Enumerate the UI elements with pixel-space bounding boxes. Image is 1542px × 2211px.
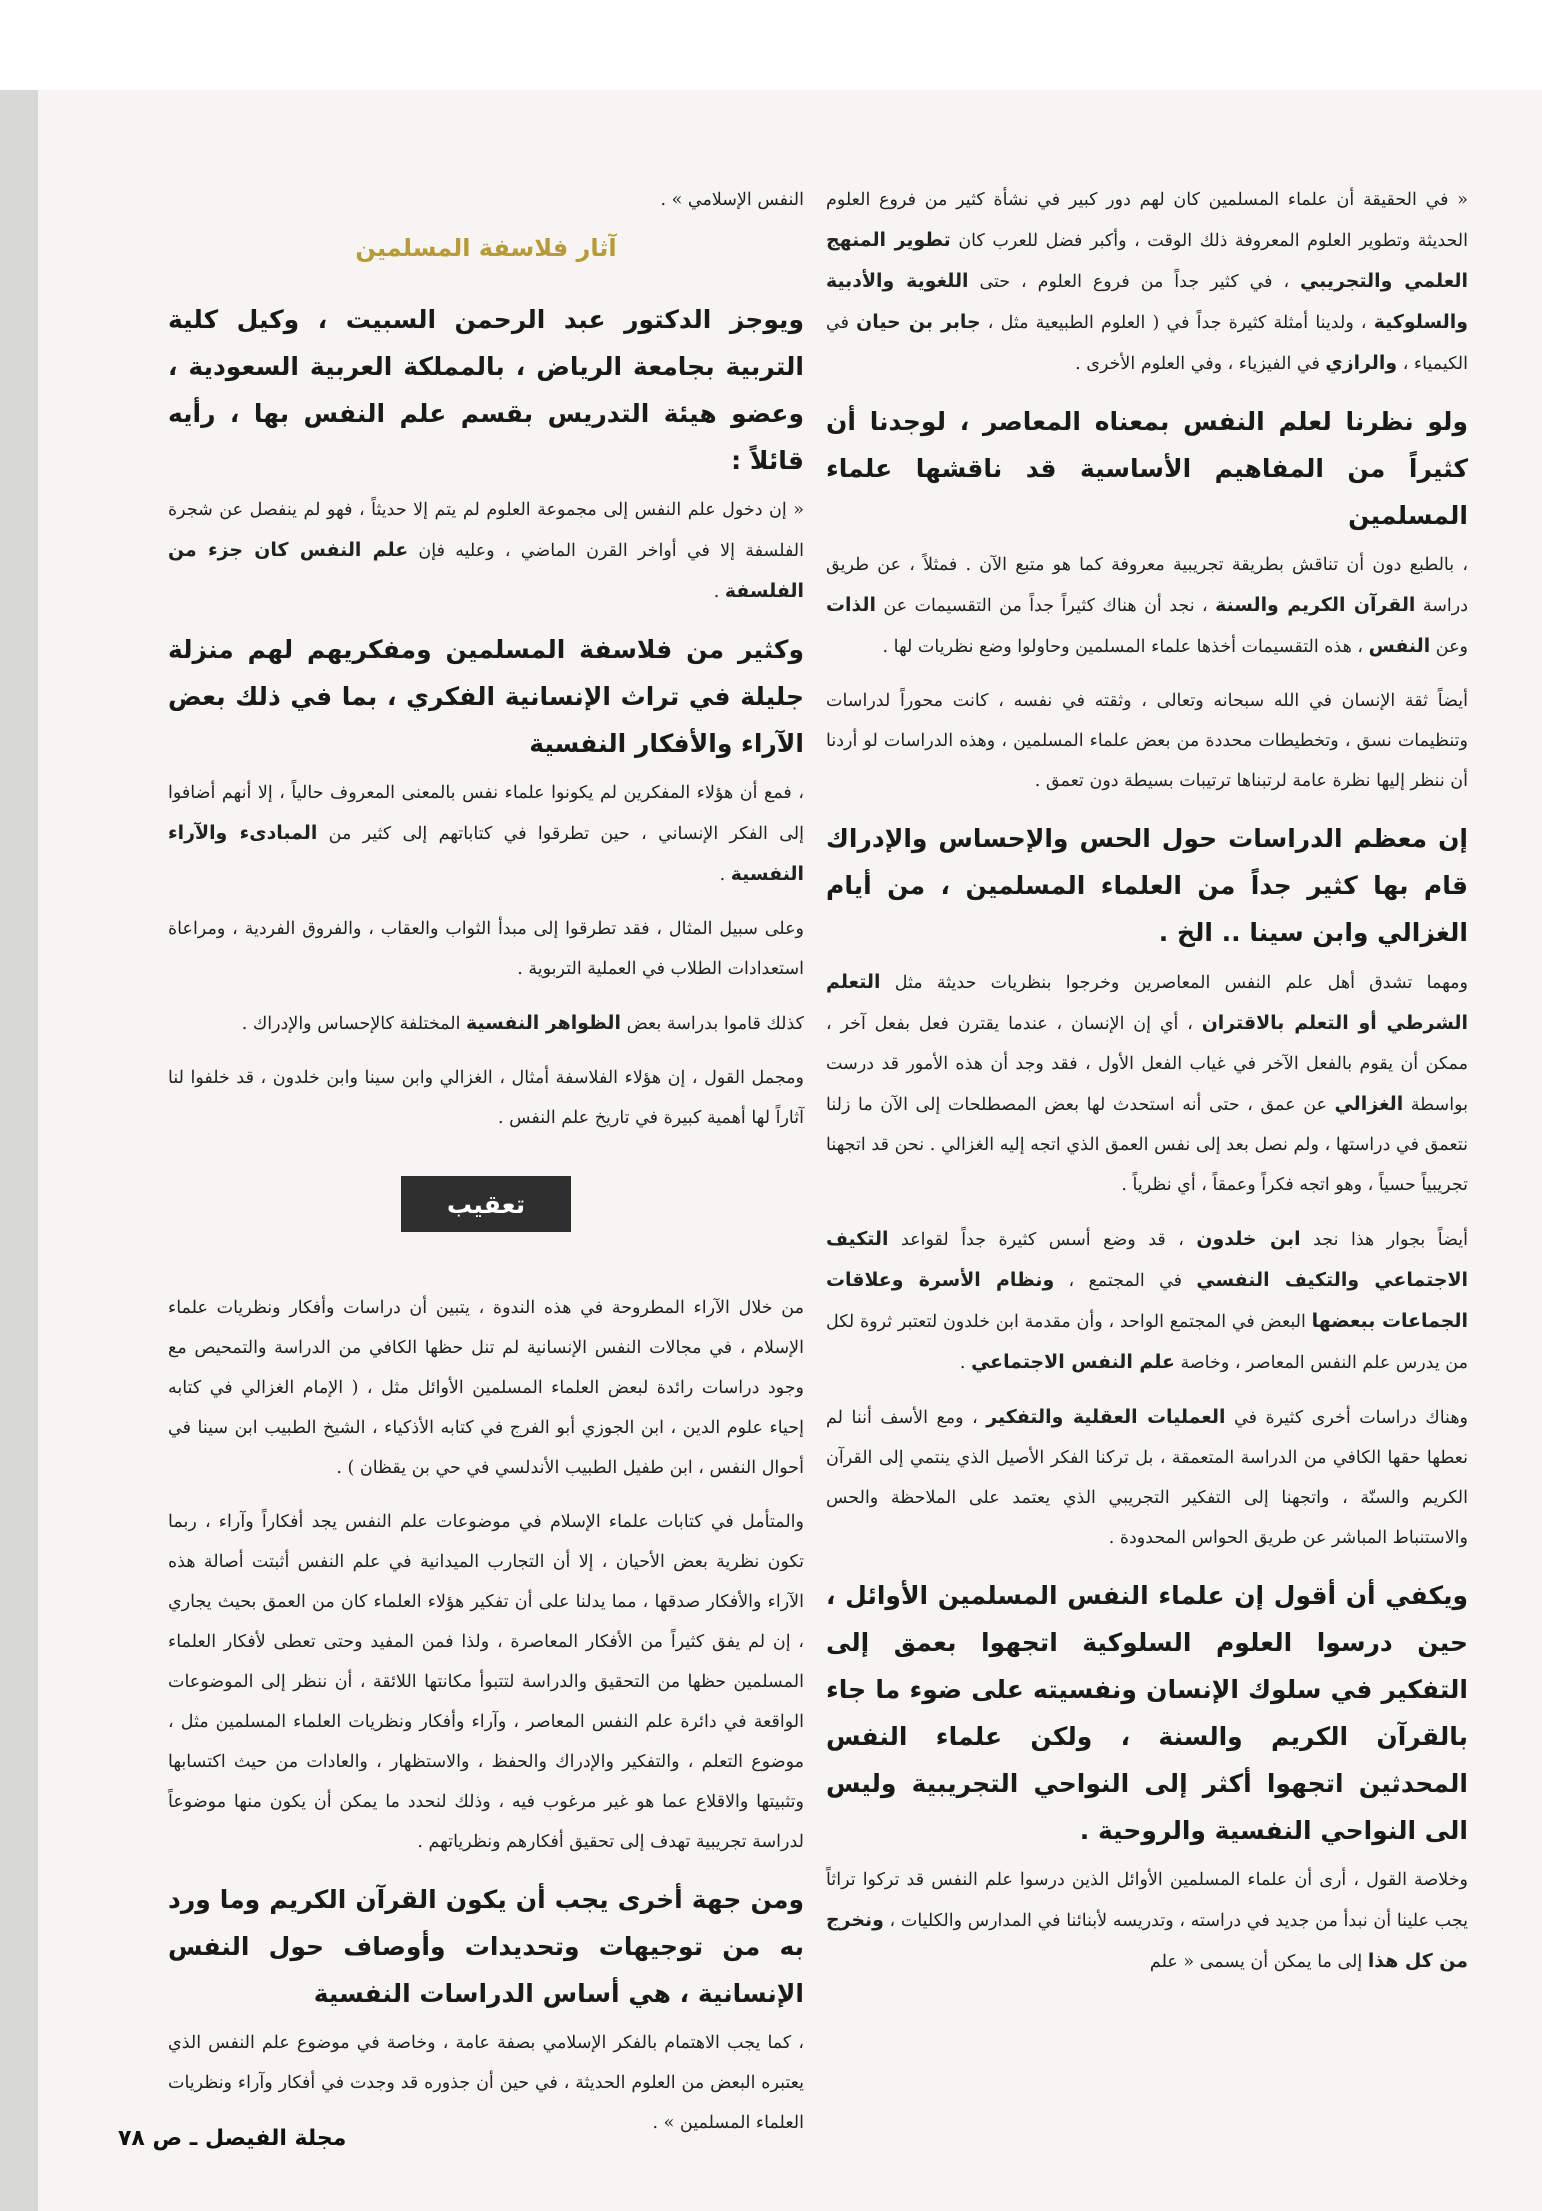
text-run: ولو نظرنا لعلم النفس بمعناه المعاصر ، لوجدنا أن كثيراً من المفاهيم الأساسية قد ناقشها علماء المسلمين (826, 407, 1468, 530)
bold-phrase: النفس (1368, 635, 1431, 657)
bold-phrase: المبادىء والآراء النفسية (168, 822, 804, 885)
body-paragraph (168, 773, 804, 895)
body-paragraph (168, 1502, 804, 1862)
lead-paragraph (168, 626, 804, 767)
text-run: ، كما يجب الاهتمام بالفكر الإسلامي بصفة عامة ، وخاصة في موضوع علم النفس الذي يعتبره البعض من العلوم الحديثة ، في حين أن جذوره قد وجدت في أفكار وآراء ونظريات العلماء المسلمين » . (168, 2033, 804, 2133)
bold-phrase: تطوير المنهج العلمي والتجريبي (826, 229, 1468, 292)
body-paragraph (168, 1288, 804, 1488)
text-run: ، هذه التقسيمات أخذها علماء المسلمين وحاولوا وضع نظريات لها . (882, 637, 1369, 657)
text-run: ويوجز الدكتور عبد الرحمن السبيت ، وكيل كلية التربية بجامعة الرياض ، بالمملكة العربية السعودية ، وعضو هيئة التدريس بقسم علم النفس بها ، رأيه قائلاً : (168, 305, 804, 475)
section-title: آثار فلاسفة المسلمين (355, 234, 617, 262)
text-run: ومن جهة أخرى يجب أن يكون القرآن الكريم وما ورد به من توجيهات وتحديدات وأوصاف حول النفس الإنسانية ، هي أساس الدراسات النفسية (168, 1885, 804, 2008)
text-run: وخلاصة القول ، أرى أن علماء المسلمين الأوائل الذين درسوا علم النفس قد تركوا تراثاً يجب علينا أن نبدأ من جديد في دراسته ، وتدريسه لأبنائنا في المدارس والكليات ، (826, 1870, 1468, 1931)
text-run: إلى ما يمكن أن يسمى « علم (1149, 1952, 1368, 1972)
text-run: إن معظم الدراسات حول الحس والإحساس والإدراك قام بها كثير جداً من العلماء المسلمين ، من أيام الغزالي وابن سينا .. الخ . (826, 824, 1468, 947)
bold-phrase: علم النفس كان جزء من الفلسفة (168, 539, 804, 602)
text-run: ويكفي أن أقول إن علماء النفس المسلمين الأوائل ، حين درسوا العلوم السلوكية اتجهوا بعمق إلى التفكير في سلوك الإنسان ونفسيته على ضوء ما جاء بالقرآن الكريم والسنة ، ولكن علماء النفس المحدثين اتجهوا أكثر إلى النواحي التجريبية وليس الى النواحي النفسية والروحية . (826, 1581, 1468, 1845)
text-run: ، ولدينا أمثلة كثيرة جداً في ( العلوم الطبيعية مثل ، (980, 313, 1374, 333)
right-column (826, 180, 1468, 1996)
text-run: في المجتمع ، (1054, 1271, 1197, 1291)
text-run: البعض في المجتمع الواحد ، وأن مقدمة ابن خلدون لتعتبر ثروة لكل من يدرس علم النفس المعاصر ، وخاصة (826, 1312, 1468, 1373)
body-paragraph (826, 681, 1468, 801)
lead-paragraph (826, 815, 1468, 956)
magazine-page (38, 90, 1542, 2211)
bold-phrase: الذات (826, 594, 876, 616)
bold-phrase: جابر بن حيان (856, 311, 981, 333)
bold-phrase: ابن خلدون (1196, 1228, 1301, 1250)
page-footer: مجلة الفيصل ـ ص ٧٨ (118, 2126, 347, 2151)
text-run: وهناك دراسات أخرى كثيرة في (1225, 1408, 1469, 1428)
commentary-section (168, 1288, 804, 2143)
text-run: والمتأمل في كتابات علماء الإسلام في موضوعات علم النفس يجد أفكاراً وآراء ، ربما تكون نظرية بعض الأحيان ، إلا أن التجارب الميدانية في علم النفس أثبتت أصالة هذه الآراء والأفكار صدقها ، مما يدلنا على أن تفكير هؤلاء العلماء كان من العمق بحيث يجاري ، إن لم يفق كثيراً من الأفكار المعاصرة ، ولذا فمن المفيد وحتى تعطى لأفكار العلماء المسلمين حظها من التحقيق والدراسة لتتبوأ مكانتها اللائقة ، أن ننظر إلى الموضوعات الواقعة في دائرة علم النفس المعاصر ، وآراء وأفكار ونظريات العلماء المسلمين مثل ، موضوع التعلم ، والتفكير والإدراك والحفظ ، والاستظهار ، والعادات من حيث اكتسابها وتثبيتها والاقلاع عما هو غير مرغوب فيه ، وذلك لنحدد ما يمكن أن يكون منها موضوعاً لدراسة تجريبية تهدف إلى تحقيق أفكارهم ونظرياتهم . (168, 1512, 804, 1852)
text-run: وعلى سبيل المثال ، فقد تطرقوا إلى مبدأ الثواب والعقاب ، والفروق الفردية ، ومراعاة استعدادات الطلاب في العملية التربوية . (168, 919, 804, 979)
lead-paragraph (168, 1876, 804, 2017)
text-run: النفس الإسلامي » . (660, 190, 804, 210)
body-paragraph (168, 1058, 804, 1138)
bold-phrase: التكيف الاجتماعي والتكيف النفسي (826, 1228, 1468, 1291)
left-column-continuation (168, 180, 804, 220)
bold-phrase: الغزالي (1334, 1093, 1404, 1115)
text-run: ، نجد أن هناك كثيراً جداً من التقسيمات عن (875, 596, 1216, 616)
text-run: ، ومع الأسف أننا لم نعطها حقها الكافي من الدراسة المتعمقة ، بل تركنا الفكر الأصيل الذي ينتمي إلى القرآن الكريم والسنّة ، واتجهنا إلى التفكير التجريبي الذي يعتمد على الملاحظة والحس والاستنباط المباشر عن طريق الحواس المحدودة . (826, 1408, 1468, 1548)
text-run: ومجمل القول ، إن هؤلاء الفلاسفة أمثال ، الغزالي وابن سينا وابن خلدون ، قد خلفوا لنا آثاراً لها أهمية كبيرة في تاريخ علم النفس . (168, 1068, 804, 1128)
bold-phrase: والرازي (1325, 352, 1398, 374)
text-run: وكثير من فلاسفة المسلمين ومفكريهم لهم منزلة جليلة في تراث الإنسانية الفكري ، بما في ذلك بعض الآراء والأفكار النفسية (168, 635, 804, 758)
text-run: في الفيزياء ، وفي العلوم الأخرى . (1075, 354, 1326, 374)
text-run: « إن دخول علم النفس إلى مجموعة العلوم لم يتم إلا حديثاً ، فهو لم ينفصل عن شجرة الفلسفة إلا في أواخر القرن الماضي ، وعليه فإن (168, 500, 804, 561)
text-run: . (959, 1353, 972, 1373)
lead-paragraph (826, 1572, 1468, 1854)
left-column (168, 180, 804, 2157)
text-run: أيضاً بجوار هذا نجد (1300, 1230, 1468, 1250)
bold-phrase: علم النفس الاجتماعي (971, 1351, 1175, 1373)
text-run: . (719, 865, 731, 885)
body-paragraph (168, 2023, 804, 2143)
bold-phrase: القرآن الكريم والسنة (1215, 594, 1416, 616)
text-run: كذلك قاموا بدراسة بعض (621, 1014, 804, 1034)
text-run: ، في كثير جداً من فروع العلوم ، حتى (968, 272, 1301, 292)
text-run: وعن (1430, 637, 1468, 657)
bold-phrase: اللغوية والأدبية والسلوكية (826, 270, 1468, 333)
body-paragraph (168, 909, 804, 989)
lead-paragraph (826, 398, 1468, 539)
body-paragraph (168, 1003, 804, 1044)
body-paragraph (826, 1860, 1468, 1982)
body-paragraph (168, 490, 804, 612)
bold-phrase: العمليات العقلية والتفكير (986, 1406, 1226, 1428)
text-run: ومهما تشدق أهل علم النفس المعاصرين وخرجوا بنظريات حديثة مثل (880, 973, 1468, 993)
text-run: ، قد وضع أسس كثيرة جداً لقواعد (888, 1230, 1197, 1250)
text-run: المختلفة كالإحساس والإدراك . (241, 1014, 467, 1034)
top-margin-strip (0, 0, 1542, 90)
body-paragraph (168, 180, 804, 220)
text-run: ، أي إن الإنسان ، عندما يقترن فعل بفعل آخر ، ممكن أن يقوم بالفعل الآخر في غياب الفعل الأول ، فقد وجد أن هذه الأمور قد درست بواسطة (826, 1014, 1468, 1115)
body-paragraph (826, 1397, 1468, 1558)
body-paragraph (826, 962, 1468, 1205)
bold-phrase: الظواهر النفسية (466, 1012, 621, 1034)
text-run: أيضاً ثقة الإنسان في الله سبحانه وتعالى ، وثقته في نفسه ، كانت محوراً لدراسات وتنظيمات نسق ، وتخطيطات محددة من بعض علماء المسلمين ، وهذه الدراسات لو أردنا أن ننظر إليها نظرة عامة لرتبناها ترتيبات بسيطة دون تعمق . (826, 691, 1468, 791)
bold-phrase: ونخرج من كل هذا (826, 1909, 1468, 1972)
lead-paragraph (168, 296, 804, 484)
text-run: ، فمع أن هؤلاء المفكرين لم يكونوا علماء نفس بالمعنى المعروف حالياً ، إلا أنهم أضافوا إلى الفكر الإنساني ، حين تطرقوا في كتاباتهم إلى كثير من (168, 783, 804, 844)
body-paragraph (826, 1219, 1468, 1383)
text-run: من خلال الآراء المطروحة في هذه الندوة ، يتبين أن دراسات وأفكار ونظريات علماء الإسلام ، في مجالات النفس الإنسانية لم تنل حظها الكافي من الدراسة والتمحيص مع وجود دراسات رائدة لبعض العلماء المسلمين الأوائل مثل ، ( الإمام الغزالي في كتابه إحياء علوم الدين ، ابن الجوزي أبو الفرج في كتابه الأذكياء ، الشيخ الطبيب ابن سينا في أحوال النفس ، ابن طفيل الطبيب الأندلسي في حي بن يقظان ) . (168, 1298, 804, 1478)
body-paragraph (826, 180, 1468, 384)
commentary-banner: تعقيب (401, 1176, 571, 1232)
text-run: « في الحقيقة أن علماء المسلمين كان لهم دور كبير في نشأة كثير من فروع العلوم الحديثة وتطوير العلوم المعروفة ذلك الوقت ، وأكبر فضل للعرب كان (826, 190, 1469, 251)
bold-phrase: ونظام الأسرة وعلاقات الجماعات ببعضها (826, 1269, 1468, 1332)
text-run: . (713, 582, 725, 602)
body-paragraph (826, 545, 1468, 667)
philosophers-section (168, 296, 804, 1138)
text-run: في الكيمياء ، (826, 313, 1468, 374)
text-run: ، بالطبع دون أن تناقش بطريقة تجريبية معروفة كما هو متبع الآن . فمثلاً ، عن طريق دراسة (826, 555, 1468, 616)
text-run: عن عمق ، حتى أنه استحدث لها بعض المصطلحات إلى الآن ما زلنا نتعمق في دراستها ، ولم نصل بعد إلى نفس العمق الذي اتجه إليه الغزالي . نحن قد اتجهنا تجريبياً حسياً ، وهو اتجه فكراً وعمقاً ، أي نظرياً . (826, 1095, 1468, 1195)
bold-phrase: التعلم الشرطي أو التعلم بالاقتران (826, 971, 1469, 1034)
